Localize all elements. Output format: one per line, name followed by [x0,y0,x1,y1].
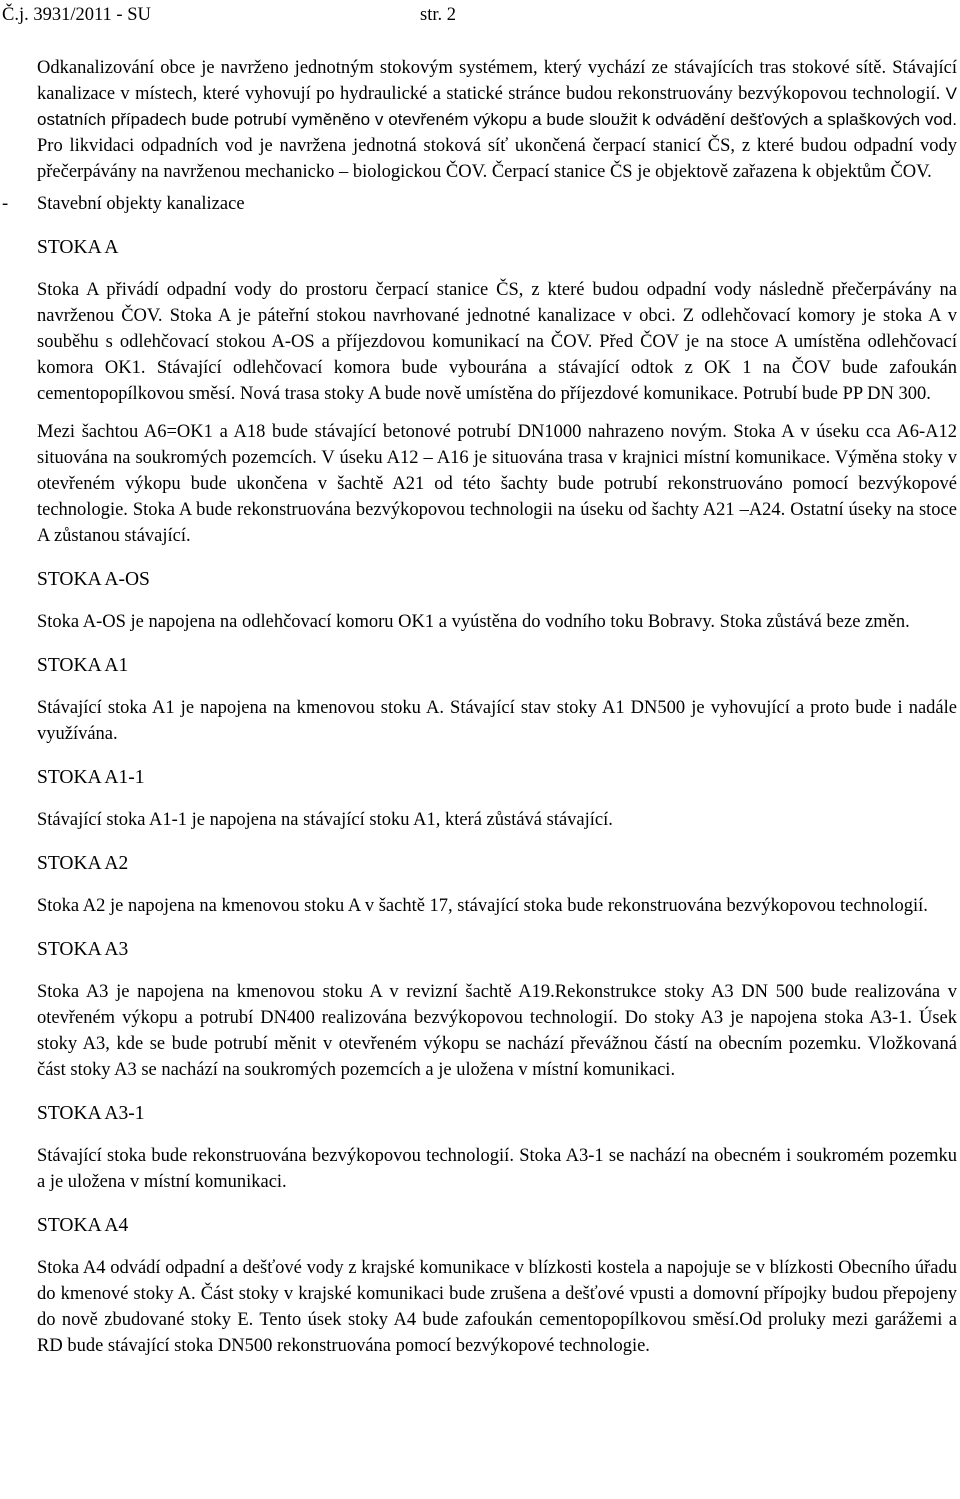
section-heading: STOKA A3-1 [37,1103,145,1124]
section-paragraph: Stávající stoka A1 je napojena na kmenovou stoku A. Stávající stav stoky A1 DN500 je vyhovující a proto bude i nadále využívána. [37,698,957,744]
section-paragraph: Stoka A4 odvádí odpadní a dešťové vody z krajské komunikace v blízkosti kostela a napojuje se v blízkosti Obecního úřadu do kmenové stoky A. Část stoky v krajské komunikaci bude zrušena a dešťové vpusti a domovní přípojky budou přepojeny do nově zbudované stoky E. Tento úsek stoky A4 bude zafoukán cementopopílkovou směsí.Od proluky mezi garážemi a RD bude stávající stoka DN500 rekonstruována pomocí bezvýkopové technologie. [37,1258,957,1356]
bullet-item [2,191,957,217]
intro-paragraph [37,55,957,185]
document-reference: Č.j. 3931/2011 - SU [2,5,151,25]
section-paragraph: Stávající stoka A1-1 je napojena na stávající stoku A1, která zůstává stávající. [37,810,613,830]
section-heading: STOKA A4 [37,1215,129,1236]
section-paragraph: Stoka A přivádí odpadní vody do prostoru čerpací stanice ČS, z které budou odpadní vody následně přečerpávány na navrženou ČOV. Stoka A je páteřní stokou navrhované jednotné kanalizace v obci. Z odlehčovací komory je stoka A v souběhu s odlehčovací stokou A-OS a příjezdovou komunikací na ČOV. Před ČOV je na stoce A umístěna odlehčovací komora OK1. Stávající odlehčovací komora bude vybourána a stávající odtok z OK 1 na ČOV bude zafoukán cementopopílkovou směsí. Nová trasa stoky A bude nově umístěna do příjezdové komunikace. Potrubí bude PP DN 300. [37,280,957,404]
section-heading: STOKA A1 [37,655,129,676]
section-paragraph: Stávající stoka bude rekonstruována bezvýkopovou technologií. Stoka A3-1 se nachází na obecném i soukromém pozemku a je uložena v místní komunikaci. [37,1146,957,1192]
section-paragraph: Mezi šachtou A6=OK1 a A18 bude stávající betonové potrubí DN1000 nahrazeno novým. Stoka A v úseku cca A6-A12 situována na soukromých pozemcích. V úseku A12 – A16 je situována trasa v krajnici místní komunikace. Výměna stoky v otevřeném výkopu bude ukončena v šachtě A21 od této šachty bude potrubí rekonstruováno pomocí bezvýkopové technologie. Stoka A bude rekonstruována bezvýkopovou technologii na úseku od šachty A21 –A24. Ostatní úseky na stoce A zůstanou stávající. [37,422,957,546]
section-heading: STOKA A3 [37,939,129,960]
section-heading: STOKA A1-1 [37,767,145,788]
page-header [0,2,960,30]
section-paragraph: Stoka A-OS je napojena na odlehčovací komoru OK1 a vyústěna do vodního toku Bobravy. Stoka zůstává beze změn. [37,612,910,632]
section-heading: STOKA A2 [37,853,129,874]
document-body [2,55,958,1359]
bullet-text: Stavební objekty kanalizace [37,194,245,214]
section-heading: STOKA A-OS [37,569,150,590]
section-heading: STOKA A [37,237,119,258]
page-number: str. 2 [420,5,456,25]
intro-text: Odkanalizování obce je navrženo jednotným stokovým systémem, který vychází ze stávajících tras stokové sítě. Stávající kanalizace v místech, které vyhovují po hydraulické a statické stránce budou rekonstruovány bezvýkopovou technologií. [37,58,957,104]
bullet-dash: - [2,194,9,214]
section-paragraph: Stoka A3 je napojena na kmenovou stoku A v revizní šachtě A19.Rekonstrukce stoky A3 DN 500 bude realizována v otevřeném výkopu a potrubí DN400 realizována bezvýkopovou technologií. Do stoky A3 je napojena stoka A3-1. Úsek stoky A3, kde se bude potrubí měnit v otevřeném výkopu se nachází převážnou částí na obecním pozemku. Vložkovaná část stoky A3 se nachází na soukromých pozemcích a je uložena v místní komunikaci. [37,982,957,1080]
section-paragraph: Stoka A2 je napojena na kmenovou stoku A v šachtě 17, stávající stoka bude rekonstruována bezvýkopovou technologií. [37,896,928,916]
intro-text-tail: Pro likvidaci odpadních vod je navržena jednotná stoková síť ukončená čerpací stanicí ČS, z které budou odpadní vody přečerpávány na navrženou mechanicko – biologickou ČOV. Čerpací stanice ČS je objektově zařazena k objektům ČOV. [37,136,957,182]
intro-text-sans: V ostatních případech bude potrubí vyměněno v otevřeném výkopu a bude sloužit k odvádění dešťových a splaškových vod. [37,84,958,129]
